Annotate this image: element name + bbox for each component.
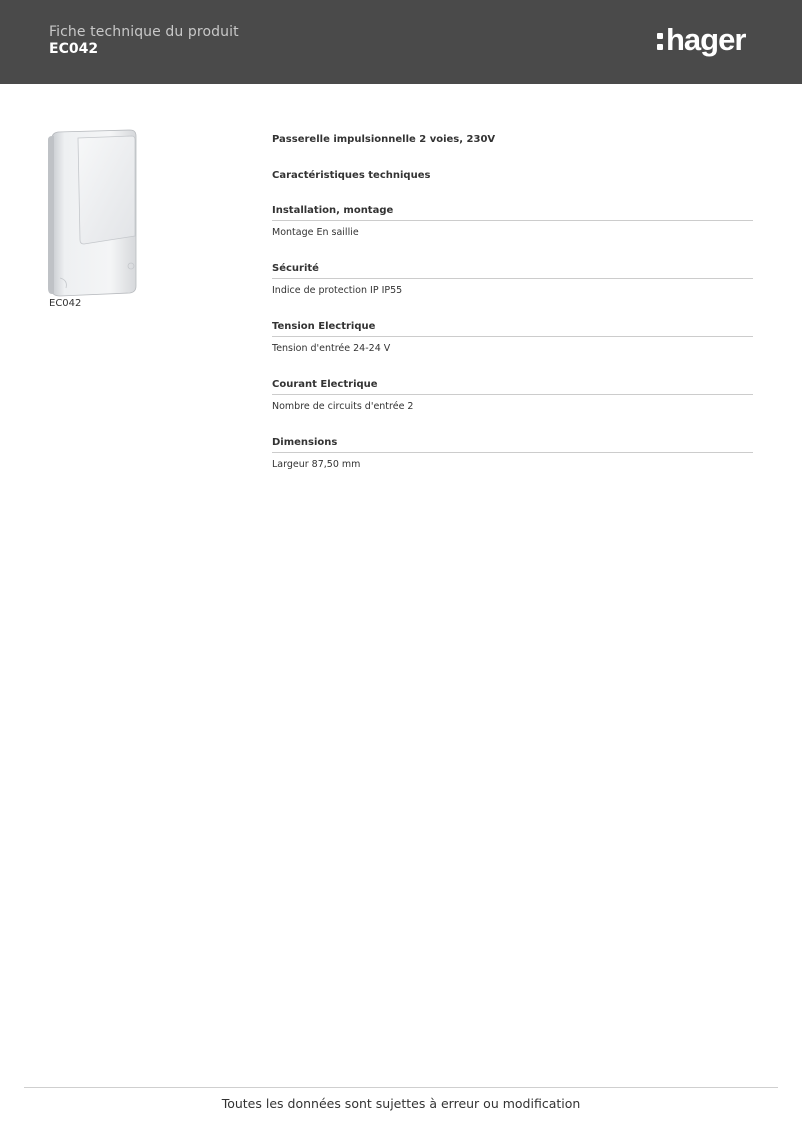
spec-section-heading: Tension Electrique xyxy=(272,320,753,337)
spec-row: Tension d'entrée 24-24 V xyxy=(272,343,391,354)
spec-section-heading: Installation, montage xyxy=(272,204,753,221)
header-reference: EC042 xyxy=(49,41,99,57)
hager-logo xyxy=(657,24,757,60)
spec-section-tension xyxy=(272,320,753,356)
spec-section-heading: Courant Electrique xyxy=(272,378,753,395)
logo-wordmark: hager xyxy=(666,22,746,57)
spec-sheet xyxy=(272,133,753,494)
spec-section-securite xyxy=(272,262,753,298)
spec-row: Montage En saillie xyxy=(272,227,359,238)
footer-divider xyxy=(24,1087,778,1088)
spec-section-installation xyxy=(272,204,753,240)
header-subtitle: Fiche technique du produit xyxy=(49,24,239,40)
spec-section-courant xyxy=(272,378,753,414)
spec-row: Largeur 87,50 mm xyxy=(272,459,361,470)
spec-section-heading: Dimensions xyxy=(272,436,753,453)
page-header xyxy=(0,0,802,84)
spec-row: Indice de protection IP IP55 xyxy=(272,285,403,296)
logo-colon-icon xyxy=(657,33,663,51)
spec-sections xyxy=(272,204,753,472)
product-image-caption: EC042 xyxy=(49,298,82,309)
spec-section-dimensions xyxy=(272,436,753,472)
footer-disclaimer: Toutes les données sont sujettes à erreur ou modification xyxy=(221,1096,581,1111)
characteristics-title: Caractéristiques techniques xyxy=(272,170,431,181)
product-title: Passerelle impulsionnelle 2 voies, 230V xyxy=(272,134,496,145)
spec-row: Nombre de circuits d'entrée 2 xyxy=(272,401,414,412)
spec-section-heading: Sécurité xyxy=(272,262,753,279)
product-image xyxy=(46,128,138,298)
